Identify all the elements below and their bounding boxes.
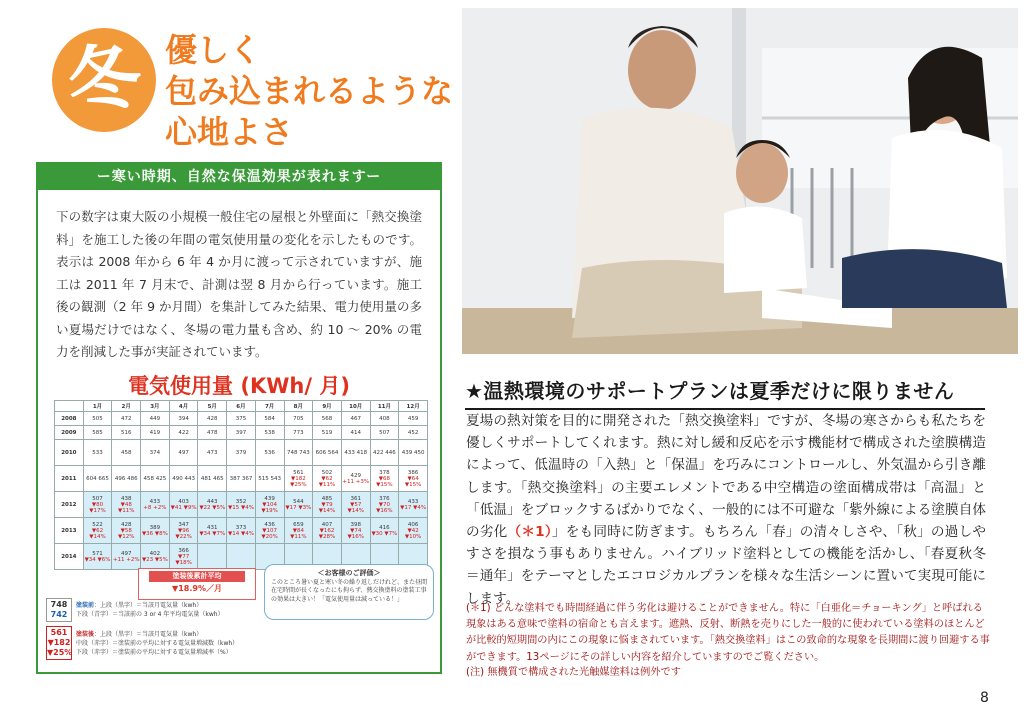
usage-cell bbox=[227, 466, 256, 492]
table-row bbox=[55, 440, 428, 466]
usage-cell bbox=[198, 412, 227, 426]
legend-before-num-1: 748 bbox=[50, 600, 68, 609]
usage-cell bbox=[198, 492, 227, 518]
usage-cell bbox=[255, 518, 284, 544]
usage-cell bbox=[284, 466, 313, 492]
usage-cell bbox=[341, 440, 370, 466]
usage-value: 433 418 bbox=[344, 449, 368, 456]
body-part-2: 」をも同時に防ぎます。もちろん「春」の清々しさや、「秋」の過しやすさを損なう事もありません。ハイブリッド塗料としての機能を活かし、「春夏秋冬＝通年」をテーマとしたエコロジカルプランを様々な生活シーンに置いて実現可能にします。 bbox=[466, 524, 987, 607]
usage-value: 606 564 bbox=[315, 449, 339, 456]
usage-cell bbox=[169, 492, 198, 518]
usage-value: 428 bbox=[207, 415, 218, 422]
usage-cell bbox=[227, 518, 256, 544]
usage-cell bbox=[370, 518, 399, 544]
average-value: ▼18.9%／月 bbox=[172, 584, 222, 593]
usage-value: 604 665 bbox=[86, 475, 109, 482]
usage-value: 403 bbox=[178, 498, 189, 505]
legend-after-tag: 塗装後 bbox=[76, 630, 95, 638]
usage-change: ▼58 ▼12% bbox=[117, 527, 135, 540]
usage-cell bbox=[227, 412, 256, 426]
usage-change: ▼34 ▼7% bbox=[199, 530, 226, 537]
usage-cell bbox=[255, 426, 284, 440]
review-text: このところ暑い夏と寒い冬の繰り返しだけれど、また昼間在宅時間が長くなったにも拘らず、熱交換塗料の塗装工事の効果は大きい！「電気使用量は減っている！」 bbox=[271, 578, 428, 603]
usage-value: 705 bbox=[293, 415, 304, 422]
legend-before-tag: 塗装前 bbox=[76, 602, 95, 609]
usage-cell bbox=[341, 518, 370, 544]
usage-cell bbox=[399, 518, 428, 544]
headline-line-2: 包み込まれるような bbox=[165, 72, 454, 110]
usage-cell bbox=[169, 426, 198, 440]
body-paragraph bbox=[466, 410, 986, 610]
usage-change: ▼62 ▼11% bbox=[318, 475, 336, 488]
usage-value: 536 bbox=[264, 449, 275, 456]
usage-value: 402 bbox=[149, 550, 161, 557]
legend-before-line-1: ：上段（黒字）＝当該月電気量（kwh） bbox=[94, 602, 203, 609]
usage-value: 419 bbox=[149, 429, 161, 436]
month-header: 1月 bbox=[83, 401, 112, 412]
usage-change: ▼34 ▼6% bbox=[84, 556, 111, 563]
usage-cell bbox=[83, 426, 112, 440]
usage-cell bbox=[141, 492, 170, 518]
table-row bbox=[55, 492, 428, 518]
average-box bbox=[138, 568, 256, 600]
usage-cell bbox=[227, 426, 256, 440]
empty-cell bbox=[227, 544, 256, 570]
usage-cell bbox=[83, 440, 112, 466]
usage-change: ▼23 ▼5% bbox=[141, 556, 168, 563]
legend-before bbox=[46, 598, 296, 622]
usage-value: 439 450 bbox=[401, 449, 425, 456]
usage-value: 438 bbox=[120, 495, 132, 502]
usage-change: ▼30 ▼7% bbox=[371, 530, 398, 537]
usage-value: 389 bbox=[149, 524, 161, 531]
legend-after-nums bbox=[46, 626, 72, 660]
usage-cell bbox=[198, 518, 227, 544]
usage-change: ▼41 ▼9% bbox=[170, 504, 197, 511]
usage-value: 436 bbox=[264, 521, 275, 528]
usage-value: 497 bbox=[120, 550, 132, 557]
month-header: 6月 bbox=[227, 401, 256, 412]
body-footnote-ref: （＊1） bbox=[507, 524, 552, 541]
usage-value: 407 bbox=[321, 521, 333, 528]
usage-cell bbox=[169, 518, 198, 544]
usage-value: 408 bbox=[379, 415, 390, 422]
usage-value: 376 bbox=[379, 495, 390, 502]
family-photo bbox=[462, 8, 1018, 354]
usage-cell bbox=[198, 426, 227, 440]
usage-value: 429 bbox=[350, 472, 361, 479]
usage-value: 533 bbox=[92, 449, 103, 456]
month-header: 5月 bbox=[198, 401, 227, 412]
table-row bbox=[55, 412, 428, 426]
page-number: 8 bbox=[980, 690, 989, 706]
usage-value: 361 bbox=[350, 495, 361, 502]
usage-change: ▼104 ▼19% bbox=[261, 501, 278, 514]
month-header: 4月 bbox=[169, 401, 198, 412]
usage-cell bbox=[83, 466, 112, 492]
usage-value: 459 bbox=[407, 415, 419, 422]
usage-value: 481 465 bbox=[200, 475, 224, 482]
usage-cell bbox=[399, 412, 428, 426]
usage-cell bbox=[313, 518, 342, 544]
usage-cell bbox=[341, 412, 370, 426]
body-part-1: 夏場の熱対策を目的に開発された「熱交換塗料」ですが、冬場の寒さからも私たちを優しくサポートしてくれます。熱に対し緩和反応を示す機能材で構成された塗膜構造によって、低温時の「入熱」と「保温」を巧みにコントロールし、外気温から引き離します。「熱交換塗料」の主要エレメントである中空構造の塗面構成帯は「高温」と「低温」をブロックするばかりでなく、一般的には不可避な「紫外線による塗膜自体の劣化 bbox=[466, 413, 986, 541]
usage-cell bbox=[112, 492, 141, 518]
usage-value: 561 bbox=[293, 469, 304, 476]
headline-line-1: 優しく bbox=[165, 31, 262, 69]
family-photo-illustration bbox=[462, 8, 1018, 354]
table-header-row bbox=[55, 401, 428, 412]
usage-value: 490 443 bbox=[172, 475, 195, 482]
usage-change: +11 +3% bbox=[342, 478, 370, 485]
usage-value: 374 bbox=[149, 449, 161, 456]
usage-change: ▼22 ▼5% bbox=[199, 504, 226, 511]
usage-cell bbox=[399, 426, 428, 440]
headline bbox=[165, 30, 485, 153]
usage-value: 397 bbox=[235, 429, 247, 436]
usage-value: 449 bbox=[149, 415, 161, 422]
usage-cell bbox=[313, 492, 342, 518]
season-badge bbox=[52, 28, 156, 132]
usage-value: 496 486 bbox=[114, 475, 138, 482]
footnote-exception: (注) 無機質で構成された光触媒塗料は例外です bbox=[466, 667, 681, 678]
month-header: 7月 bbox=[255, 401, 284, 412]
month-header: 2月 bbox=[112, 401, 141, 412]
legend-before-line-2: 下段（青字）＝当該前の 3 or 4 年平均電気量（kwh） bbox=[76, 611, 224, 618]
usage-change: ▼77 ▼18% bbox=[175, 553, 192, 566]
usage-cell bbox=[112, 518, 141, 544]
usage-cell bbox=[370, 412, 399, 426]
usage-value: 773 bbox=[293, 429, 304, 436]
usage-change: ▼70 ▼16% bbox=[376, 501, 393, 514]
usage-cell bbox=[255, 412, 284, 426]
usage-value: 502 bbox=[321, 469, 333, 476]
usage-cell bbox=[169, 412, 198, 426]
usage-value: 571 bbox=[92, 550, 103, 557]
usage-value: 414 bbox=[350, 429, 361, 436]
usage-value: 467 bbox=[350, 415, 361, 422]
usage-value: 416 bbox=[379, 524, 390, 531]
usage-value: 366 bbox=[178, 547, 189, 554]
usage-change: ▼162 ▼28% bbox=[318, 527, 336, 540]
month-header: 8月 bbox=[284, 401, 313, 412]
usage-change: ▼64 ▼15% bbox=[404, 475, 422, 488]
table-row bbox=[55, 518, 428, 544]
usage-value: 458 bbox=[120, 449, 132, 456]
usage-cell bbox=[313, 426, 342, 440]
legend-before-num-2: 742 bbox=[50, 610, 68, 619]
usage-value: 387 367 bbox=[229, 475, 253, 482]
table-row bbox=[55, 426, 428, 440]
usage-value: 428 bbox=[120, 521, 132, 528]
legend-after bbox=[46, 626, 296, 660]
usage-cell bbox=[399, 440, 428, 466]
year-cell: 2010 bbox=[55, 440, 84, 466]
year-cell: 2012 bbox=[55, 492, 84, 518]
usage-value: 373 bbox=[235, 524, 247, 531]
usage-cell bbox=[399, 492, 428, 518]
usage-cell bbox=[169, 440, 198, 466]
usage-value: 497 bbox=[178, 449, 189, 456]
usage-cell bbox=[284, 426, 313, 440]
usage-value: 406 bbox=[407, 521, 419, 528]
usage-value: 505 bbox=[92, 415, 103, 422]
month-header: 3月 bbox=[141, 401, 170, 412]
usage-value: 433 bbox=[149, 498, 161, 505]
usage-cell bbox=[198, 466, 227, 492]
month-header: 10月 bbox=[341, 401, 370, 412]
usage-change: +8 +2% bbox=[143, 504, 167, 511]
usage-value: 452 bbox=[407, 429, 419, 436]
legend-after-line-1: ：上段（黒字）＝当該月電気量（kwh） bbox=[94, 630, 203, 638]
month-header: 11月 bbox=[370, 401, 399, 412]
usage-cell bbox=[370, 440, 399, 466]
footnote: (＊1) どんな塗料でも時間経過に伴う劣化は避けることができません。特に「白亜化＝チョーキング」と呼ばれる現象はある意味で塗料の宿命とも言えます。遮熱、反射、断熱を売りにした一般的に使われている塗料のほとんどが比較的短期間の内にこの現象に悩まされています。「熱交換塗料」はこの致命的な現象を長期間に渡り回避する事ができます。13ページにその詳しい内容を紹介していますのでご覧ください。 bbox=[466, 603, 990, 663]
season-char: 冬 bbox=[58, 30, 150, 130]
usage-cell bbox=[313, 440, 342, 466]
usage-value: 585 bbox=[92, 429, 103, 436]
usage-value: 544 bbox=[293, 498, 304, 505]
legend-after-num-2: ▼182 bbox=[47, 638, 71, 647]
usage-cell bbox=[370, 492, 399, 518]
usage-value: 568 bbox=[321, 415, 333, 422]
usage-change: ▼15 ▼4% bbox=[228, 504, 254, 511]
usage-value: 485 bbox=[321, 495, 333, 502]
usage-change: ▼74 ▼16% bbox=[347, 527, 364, 540]
average-title: 塗装後累計平均 bbox=[149, 571, 245, 582]
usage-change: ▼57 ▼14% bbox=[347, 501, 364, 514]
usage-change: ▼17 ▼3% bbox=[285, 504, 312, 511]
usage-cell bbox=[284, 518, 313, 544]
usage-cell bbox=[83, 492, 112, 518]
usage-change: ▼80 ▼17% bbox=[89, 501, 106, 514]
usage-cell bbox=[141, 412, 170, 426]
year-cell: 2013 bbox=[55, 518, 84, 544]
usage-value: 458 425 bbox=[143, 475, 167, 482]
usage-title: 電気使用量 (KWh/ 月) bbox=[128, 374, 350, 398]
usage-value: 515 543 bbox=[258, 475, 282, 482]
usage-cell bbox=[284, 440, 313, 466]
year-cell: 2009 bbox=[55, 426, 84, 440]
usage-cell bbox=[255, 440, 284, 466]
section-heading: ★温熱環境のサポートプランは夏季だけに限りません bbox=[465, 375, 985, 410]
usage-change: ▼107 ▼20% bbox=[261, 527, 278, 540]
usage-change: ▼79 ▼14% bbox=[318, 501, 336, 514]
usage-cell bbox=[112, 412, 141, 426]
usage-value: 659 bbox=[293, 521, 304, 528]
usage-change: ▼42 ▼10% bbox=[404, 527, 422, 540]
usage-value: 379 bbox=[235, 449, 247, 456]
usage-cell bbox=[370, 426, 399, 440]
usage-cell bbox=[169, 544, 198, 570]
usage-cell bbox=[83, 412, 112, 426]
usage-value: 433 bbox=[407, 498, 419, 505]
usage-cell bbox=[399, 466, 428, 492]
usage-table bbox=[54, 400, 428, 570]
usage-change: ▼96 ▼22% bbox=[175, 527, 192, 540]
panel-banner: ー寒い時期、自然な保温効果が表れますー bbox=[38, 164, 440, 190]
usage-value: 519 bbox=[321, 429, 333, 436]
usage-value: 386 bbox=[407, 469, 419, 476]
headline-line-3: 心地よさ bbox=[165, 113, 294, 151]
usage-cell bbox=[198, 440, 227, 466]
usage-cell bbox=[284, 492, 313, 518]
usage-value: 375 bbox=[235, 415, 247, 422]
usage-cell bbox=[141, 466, 170, 492]
usage-value: 538 bbox=[264, 429, 275, 436]
usage-value: 473 bbox=[207, 449, 218, 456]
table-corner-cell bbox=[55, 401, 84, 412]
usage-change: ▼48 ▼11% bbox=[117, 501, 135, 514]
usage-cell bbox=[255, 492, 284, 518]
usage-cell bbox=[141, 440, 170, 466]
legend-after-line-2: 中段（赤字）＝塗装前の平均に対する電気量増減数（kwh） bbox=[76, 639, 239, 647]
usage-value: 748 743 bbox=[286, 449, 310, 456]
usage-cell bbox=[313, 466, 342, 492]
usage-value: 478 bbox=[207, 429, 218, 436]
month-header: 12月 bbox=[399, 401, 428, 412]
usage-change: ▼182 ▼25% bbox=[290, 475, 307, 488]
usage-value: 507 bbox=[92, 495, 103, 502]
usage-value: 378 bbox=[379, 469, 390, 476]
usage-cell bbox=[169, 466, 198, 492]
usage-cell bbox=[313, 412, 342, 426]
usage-change: ▼36 ▼8% bbox=[141, 530, 168, 537]
usage-value: 507 bbox=[379, 429, 390, 436]
usage-cell bbox=[83, 544, 112, 570]
usage-cell bbox=[341, 426, 370, 440]
usage-change: ▼68 ▼15% bbox=[376, 475, 393, 488]
usage-value: 443 bbox=[207, 498, 218, 505]
usage-value: 584 bbox=[264, 415, 275, 422]
legend-after-num-3: ▼25% bbox=[47, 648, 73, 657]
usage-cell bbox=[112, 466, 141, 492]
usage-cell bbox=[227, 440, 256, 466]
usage-value: 472 bbox=[120, 415, 132, 422]
usage-value: 394 bbox=[178, 415, 189, 422]
usage-value: 431 bbox=[207, 524, 218, 531]
usage-cell bbox=[112, 426, 141, 440]
usage-value: 398 bbox=[350, 521, 361, 528]
usage-cell bbox=[141, 544, 170, 570]
legend-before-nums bbox=[46, 598, 72, 622]
usage-change: ▼62 ▼14% bbox=[89, 527, 106, 540]
usage-value: 522 bbox=[92, 521, 103, 528]
table-row bbox=[55, 466, 428, 492]
usage-cell bbox=[255, 466, 284, 492]
usage-cell bbox=[83, 518, 112, 544]
usage-cell bbox=[112, 544, 141, 570]
usage-cell bbox=[341, 492, 370, 518]
month-header: 9月 bbox=[313, 401, 342, 412]
usage-change: +11 +2% bbox=[112, 556, 140, 563]
usage-cell bbox=[227, 492, 256, 518]
usage-value: 439 bbox=[264, 495, 275, 502]
usage-cell bbox=[112, 440, 141, 466]
usage-change: ▼14 ▼4% bbox=[228, 530, 254, 537]
usage-value: 422 446 bbox=[373, 449, 396, 456]
year-cell: 2008 bbox=[55, 412, 84, 426]
usage-cell bbox=[370, 466, 399, 492]
legend-after-line-3: 下段（赤字）＝塗装前の平均に対する電気量増減率（%） bbox=[76, 648, 232, 656]
empty-cell bbox=[198, 544, 227, 570]
usage-cell bbox=[341, 466, 370, 492]
year-cell: 2014 bbox=[55, 544, 84, 570]
usage-cell bbox=[284, 412, 313, 426]
intro-paragraph: 下の数字は東大阪の小規模一般住宅の屋根と外壁面に「熱交換塗料」を施工した後の年間の電気使用量の変化を示したものです。表示は 2008 年から 6 年 4 か月に渡って示されていますが、施工は 2011 年 7 月末で、計測は翌 8 月から行っています。施工後の観測（2 年 9 か月間）を集計してみた結果、電力使用量の多い夏場だけではなく、冬場の電力量も含め、約 10 ～ 20% の電力を削減した事が実証されています。 bbox=[56, 209, 422, 359]
year-cell: 2011 bbox=[55, 466, 84, 492]
usage-change: ▼17 ▼4% bbox=[400, 504, 427, 511]
usage-panel bbox=[36, 162, 442, 674]
usage-change: ▼84 ▼11% bbox=[290, 527, 307, 540]
usage-value: 422 bbox=[178, 429, 189, 436]
usage-cell bbox=[141, 518, 170, 544]
usage-value: 352 bbox=[235, 498, 247, 505]
review-title: ＜お客様のご評価＞ bbox=[317, 569, 381, 577]
usage-value: 347 bbox=[178, 521, 189, 528]
usage-cell bbox=[141, 426, 170, 440]
legend-after-num-1: 561 bbox=[50, 628, 68, 637]
usage-value: 516 bbox=[120, 429, 132, 436]
